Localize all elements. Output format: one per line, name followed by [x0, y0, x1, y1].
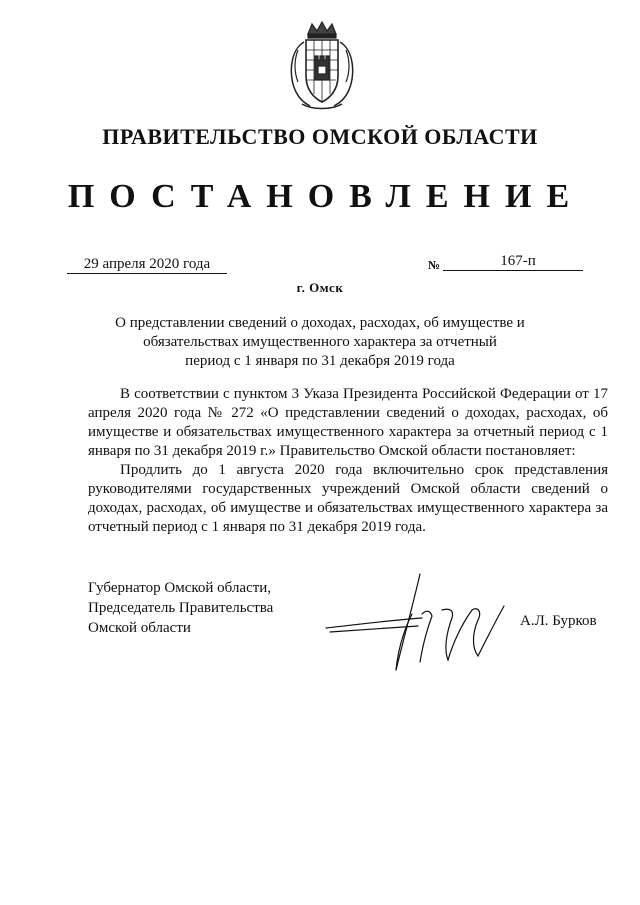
coat-of-arms-emblem	[284, 20, 360, 114]
subject-line: период с 1 января по 31 декабря 2019 года	[185, 353, 455, 369]
number-sign: №	[428, 258, 441, 272]
document-city: г. Омск	[296, 280, 344, 295]
document-subject	[100, 314, 540, 371]
document-type-title: ПОСТАНОВЛЕНИЕ	[67, 178, 585, 215]
subject-line: О представлении сведений о доходах, расходах, об имуществе и	[115, 315, 525, 331]
document-date: 29 апреля 2020 года	[67, 255, 227, 274]
body-paragraph-resolution: Продлить до 1 августа 2020 года включительно срок представления руководителями государственных учреждений Омской области сведений о доходах, расходах, об имуществе и обязательствах имущественного характера за отчетный период с 1 января по 31 декабря 2019 года.	[88, 462, 608, 535]
signatory-name: А.Л. Бурков	[520, 613, 597, 629]
subject-line: обязательствах имущественного характера за отчетный	[143, 334, 497, 350]
signatory-position-line: Председатель Правительства	[88, 600, 274, 616]
signatory-position-line: Губернатор Омской области,	[88, 580, 272, 596]
organization-title: ПРАВИТЕЛЬСТВО ОМСКОЙ ОБЛАСТИ	[102, 124, 538, 149]
signatory-position-line: Омской области	[88, 620, 191, 636]
document-number: 167-п	[443, 252, 583, 271]
signatory-position	[88, 578, 273, 638]
document-body	[88, 385, 608, 537]
body-paragraph-preamble: В соответствии с пунктом 3 Указа Президента Российской Федерации от 17 апреля 2020 года № 272 «О представлении сведений о доходах, расходах, об имуществе и обязательствах имущественного характера за отчетный период с 1 января по 31 декабря 2019 г.» Правительство Омской области постановляет:	[88, 386, 608, 459]
handwritten-signature	[322, 570, 512, 680]
